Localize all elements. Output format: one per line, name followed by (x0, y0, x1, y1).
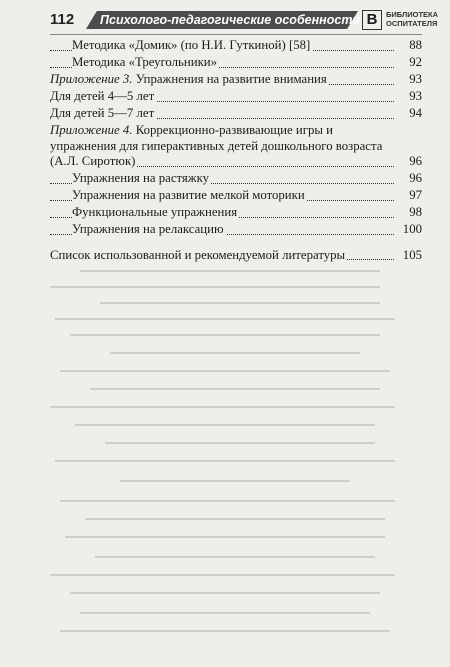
toc-entry-page: 97 (394, 188, 422, 204)
toc-entry-page: 100 (394, 222, 422, 238)
toc-entry-page: 105 (394, 248, 422, 264)
page-number: 112 (50, 11, 75, 28)
series-name: БИБЛИОТЕКА ОСПИТАТЕЛЯ (386, 10, 439, 28)
toc-entry-title: Методика «Треугольники» (72, 55, 218, 69)
toc-entry-title: Упражнения на развитие внимания (132, 72, 327, 86)
toc-entry (50, 106, 422, 122)
toc-entry-title: Коррекционно-развивающие игры и упражнения для гиперактивных детей дошкольного возраста (А.Л. Сиротюк) (50, 123, 383, 168)
toc-entry (50, 205, 422, 221)
show-through-texture (40, 262, 440, 662)
header-divider (50, 34, 422, 35)
toc-entry-page: 96 (394, 154, 422, 170)
toc-entry-page: 96 (394, 171, 422, 187)
toc-entry-page: 93 (394, 72, 422, 88)
toc-entry-title: Упражнения на релаксацию (72, 222, 224, 236)
toc-entry (50, 248, 422, 264)
toc-entry-title: Функциональные упражнения (72, 205, 238, 219)
running-title: Психолого-педагогические особенности (100, 13, 361, 27)
toc-entry-title: Список использованной и рекомендуемой литературы (50, 247, 346, 262)
toc-entry (50, 171, 422, 187)
toc-entry (50, 222, 422, 238)
toc-entry-title: Упражнения на растяжку (72, 171, 210, 185)
toc-entry-page: 94 (394, 106, 422, 122)
toc-entry (50, 123, 422, 170)
toc-entry-page: 92 (394, 55, 422, 71)
toc-entry-title: Упражнения на развитие мелкой моторики (72, 188, 305, 202)
series-logo: В (362, 10, 382, 30)
toc-entry-title: Для детей 4—5 лет (50, 89, 155, 103)
toc-entry (50, 38, 422, 54)
toc-entry-title: Методика «Домик» (по Н.И. Гуткиной) [58] (72, 38, 311, 52)
toc-entry (50, 188, 422, 204)
toc-entry-prefix: Приложение 3. (50, 72, 133, 86)
toc-entry (50, 89, 422, 105)
toc-entry-prefix: Приложение 4. (50, 123, 133, 137)
toc-entry (50, 55, 422, 71)
page-header (50, 8, 440, 32)
toc-entry-page: 88 (394, 38, 422, 54)
toc-entry (50, 72, 422, 88)
toc-entry-page: 93 (394, 89, 422, 105)
toc-entry-page: 98 (394, 205, 422, 221)
table-of-contents (50, 38, 422, 265)
toc-entry-title: Для детей 5—7 лет (50, 106, 155, 120)
